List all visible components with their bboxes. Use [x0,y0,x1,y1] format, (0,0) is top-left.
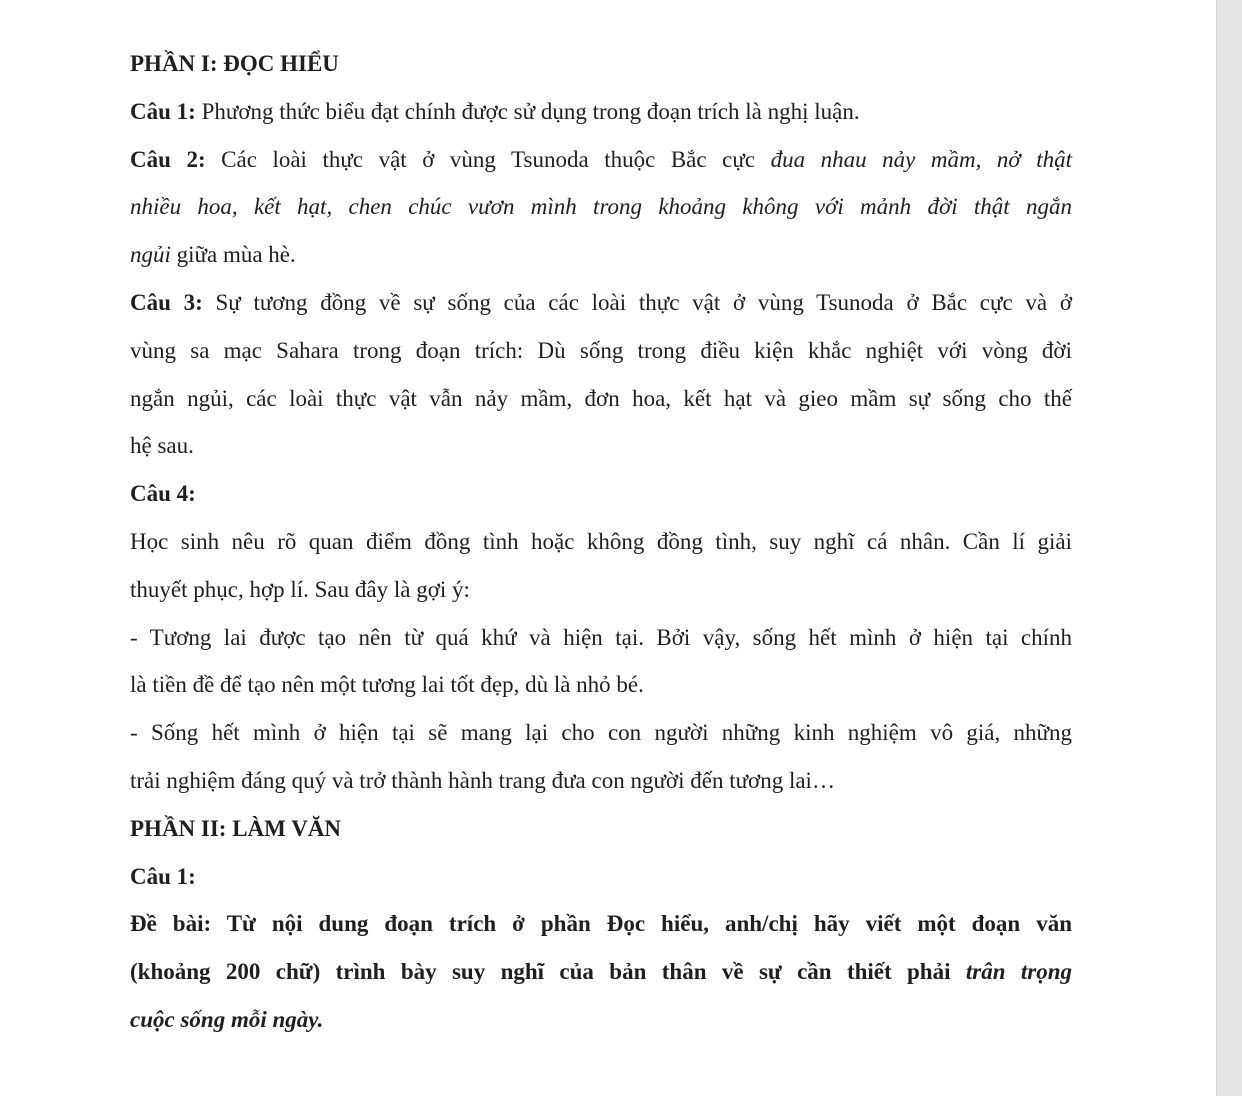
part2-q1-line2-text: (khoảng 200 chữ) trình bày suy nghĩ của bản thân về sự cần thiết phải [130,959,966,985]
part1-q4-line2: thuyết phục, hợp lí. Sau đây là gợi ý: [130,576,470,602]
q1-label: Câu 1: [130,98,196,124]
part1-q2-line2: nhiều hoa, kết hạt, chen chúc vươn mình trong khoảng không với mảnh đời thật ngắn [130,194,1072,220]
part1-q4-label: Câu 4: [130,481,196,507]
part1-q4-bullet1-line2: là tiền đề để tạo nên một tương lai tốt đẹp, dù là nhỏ bé. [130,672,644,698]
q2-italic-a: đua nhau nảy mầm, nở thật [770,146,1073,172]
right-scroll-gutter [1216,0,1242,1096]
q3-label: Câu 3: [130,289,203,315]
q3-line1-text: Sự tương đồng về sự sống của các loài thực vật ở vùng Tsunoda ở Bắc cực và ở [202,289,1072,315]
part2-q1-line1: Đề bài: Từ nội dung đoạn trích ở phần Đọc hiểu, anh/chị hãy viết một đoạn văn [130,911,1072,937]
part2-q1-line2 [130,948,1072,996]
part2-q1-label: Câu 1: [130,863,196,889]
part1-q1 [130,88,1072,136]
part1-heading: PHẦN I: ĐỌC HIỂU [130,51,339,76]
part2-q1-line3: cuộc sống mỗi ngày. [130,1006,324,1032]
part1-q4-line1: Học sinh nêu rõ quan điểm đồng tình hoặc không đồng tình, suy nghĩ cá nhân. Cần lí giải [130,528,1072,554]
part1-q4-bullet2-line2: trải nghiệm đáng quý và trở thành hành trang đưa con người đến tương lai… [130,767,835,793]
document-content [130,40,1072,1044]
part1-q3-line3: ngắn ngủi, các loài thực vật vẫn nảy mầm, đơn hoa, kết hạt và gieo mầm sự sống cho thế [130,385,1072,411]
part1-q4-bullet1-line1: - Tương lai được tạo nên từ quá khứ và hiện tại. Bởi vậy, sống hết mình ở hiện tại chính [130,624,1072,650]
part1-q3-line2: vùng sa mạc Sahara trong đoạn trích: Dù sống trong điều kiện khắc nghiệt với vòng đời [130,337,1072,363]
part1-q3-line4: hệ sau. [130,433,194,459]
q2-label: Câu 2: [130,146,206,172]
part1-q2-line3 [130,231,1072,279]
q1-text: Phương thức biểu đạt chính được sử dụng trong đoạn trích là nghị luận. [195,98,860,124]
part2-heading: PHẦN II: LÀM VĂN [130,815,342,841]
part1-q2-line1 [130,136,1072,184]
part1-q4-bullet2-line1: - Sống hết mình ở hiện tại sẽ mang lại cho con người những kinh nghiệm vô giá, những [130,720,1072,746]
part2-q1-line2-italic: trân trọng [965,959,1073,985]
q2-text-a: Các loài thực vật ở vùng Tsunoda thuộc Bắc cực [205,146,771,172]
q2-italic-c: ngủi [130,242,171,268]
part1-q3-line1 [130,279,1072,327]
q2-text-c: giữa mùa hè. [170,242,296,268]
